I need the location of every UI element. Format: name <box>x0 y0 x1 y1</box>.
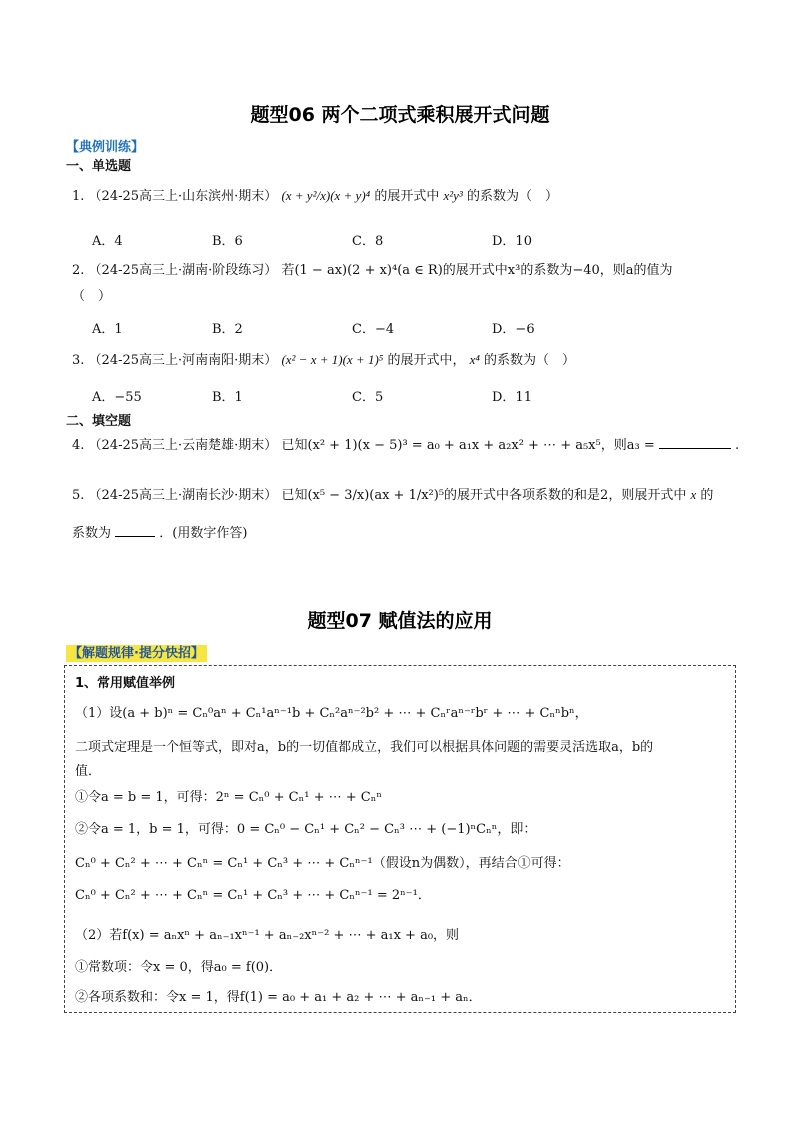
section-06-title: 题型06 两个二项式乘积展开式问题 <box>250 104 550 126</box>
box-line-7: Cₙ⁰ + Cₙ² + ⋯ + Cₙⁿ = Cₙ¹ + Cₙ³ + ⋯ + Cₙⁿ⁻¹ = 2ⁿ⁻¹． <box>75 888 431 903</box>
question-2-text: 若(1 − ax)(2 + x)⁴(a ∈ R)的展开式中x³的系数为−40，则a的值为 <box>281 263 673 278</box>
question-5-line2-tail: ．(用数字作答) <box>159 526 248 541</box>
solving-tips-tag <box>66 642 207 661</box>
question-2 <box>72 262 673 280</box>
example-training-tag: 【典例训练】 <box>66 140 145 155</box>
question-2-tail: （ ） <box>72 289 112 304</box>
q1-option-a: A．4 <box>92 234 123 249</box>
question-5-line2 <box>72 524 247 543</box>
q3-option-c: C．5 <box>352 390 384 405</box>
box-line-5: ②令a = 1，b = 1，可得：0 = Cₙ⁰ − Cₙ¹ + Cₙ² − Cₙ³ ⋯ + (−1)ⁿCₙⁿ，即： <box>75 822 537 837</box>
q3-option-b: B．1 <box>212 390 243 405</box>
question-3-text: 的展开式中， <box>387 353 466 368</box>
q3-option-a: A．−55 <box>92 390 142 405</box>
q1-option-d: D．10 <box>492 234 532 249</box>
question-1 <box>72 187 558 206</box>
q2-option-b: B．2 <box>212 322 243 337</box>
question-3-number: 3. <box>72 353 85 368</box>
q1-option-c: C．8 <box>352 234 384 249</box>
question-5-tail: 的 <box>700 488 714 503</box>
question-5-line2-text: 系数为 <box>72 526 112 541</box>
box-line-9: ①常数项：令x = 0，得a₀ = f(0)． <box>75 960 283 975</box>
box-line-1: （1）设(a + b)ⁿ = Cₙ⁰aⁿ + Cₙ¹aⁿ⁻¹b + Cₙ²aⁿ⁻²b² + ⋯ + Cₙʳaⁿ⁻ʳbʳ + ⋯ + Cₙⁿbⁿ， <box>75 706 588 721</box>
question-1-number: 1. <box>72 189 85 204</box>
question-4-answer-blank[interactable] <box>659 436 731 449</box>
question-1-tail: 的系数为（ ） <box>466 189 558 204</box>
question-5-answer-blank[interactable] <box>115 524 155 537</box>
question-4-source: （24-25高三上·云南楚雄·期末） <box>88 438 278 453</box>
question-2-source: （24-25高三上·湖南·阶段练习） <box>88 263 278 278</box>
question-3 <box>72 351 575 370</box>
question-2-number: 2. <box>72 263 85 278</box>
question-5 <box>72 486 713 505</box>
q2-option-d: D．−6 <box>492 322 535 337</box>
fill-in-heading: 二、填空题 <box>66 414 132 429</box>
single-choice-heading: 一、单选题 <box>66 159 132 174</box>
box-line-10: ②各项系数和：令x = 1，得f(1) = a₀ + a₁ + a₂ + ⋯ + aₙ₋₁ + aₙ． <box>75 990 482 1005</box>
box-line-4: ①令a = b = 1，可得：2ⁿ = Cₙ⁰ + Cₙ¹ + ⋯ + Cₙⁿ <box>75 790 382 805</box>
question-1-source: （24-25高三上·山东滨州·期末） <box>88 189 278 204</box>
question-1-formula: (x + y²/x)(x + y)⁴ <box>281 188 371 203</box>
box-line-8: （2）若f(x) = aₙxⁿ + aₙ₋₁xⁿ⁻¹ + aₙ₋₂xⁿ⁻² + ⋯ + a₁x + a₀，则 <box>75 928 460 943</box>
question-4-text: 已知(x² + 1)(x − 5)³ = a₀ + a₁x + a₂x² + ⋯ + a₅x⁵，则a₃ = <box>281 438 655 453</box>
q2-option-a: A．1 <box>92 322 123 337</box>
tips-box <box>64 665 736 1013</box>
question-4 <box>72 436 739 455</box>
q3-option-d: D．11 <box>492 390 532 405</box>
box-line-2: 二项式定理是一个恒等式，即对a，b的一切值都成立，我们可以根据具体问题的需要灵活选取a，b的 <box>75 740 654 755</box>
question-4-tail: . <box>735 438 740 453</box>
question-3-source: （24-25高三上·河南南阳·期末） <box>88 353 278 368</box>
question-3-term: x⁴ <box>469 352 480 367</box>
solving-tips-tag-label: 【解题规律·提分快招】 <box>66 645 207 662</box>
box-line-3: 值． <box>75 764 102 779</box>
box-heading: 1、常用赋值举例 <box>75 676 176 691</box>
question-5-source: （24-25高三上·湖南长沙·期末） <box>88 488 278 503</box>
section-07-title: 题型07 赋值法的应用 <box>307 610 493 632</box>
q1-option-b: B．6 <box>212 234 243 249</box>
question-3-tail: 的系数为（ ） <box>484 353 576 368</box>
q2-option-c: C．−4 <box>352 322 395 337</box>
question-5-term: x <box>690 487 697 502</box>
question-5-text: 已知(x⁵ − 3/x)(ax + 1/x²)⁵的展开式中各项系数的和是2，则展开式中 <box>281 488 687 503</box>
question-1-text: 的展开式中 <box>374 189 440 204</box>
box-line-6: Cₙ⁰ + Cₙ² + ⋯ + Cₙⁿ = Cₙ¹ + Cₙ³ + ⋯ + Cₙⁿ⁻¹（假设n为偶数），再结合①可得： <box>75 856 570 871</box>
question-1-term: x²y³ <box>443 188 463 203</box>
question-5-number: 5. <box>72 488 85 503</box>
question-4-number: 4. <box>72 438 85 453</box>
question-3-formula: (x² − x + 1)(x + 1)⁵ <box>281 352 384 367</box>
